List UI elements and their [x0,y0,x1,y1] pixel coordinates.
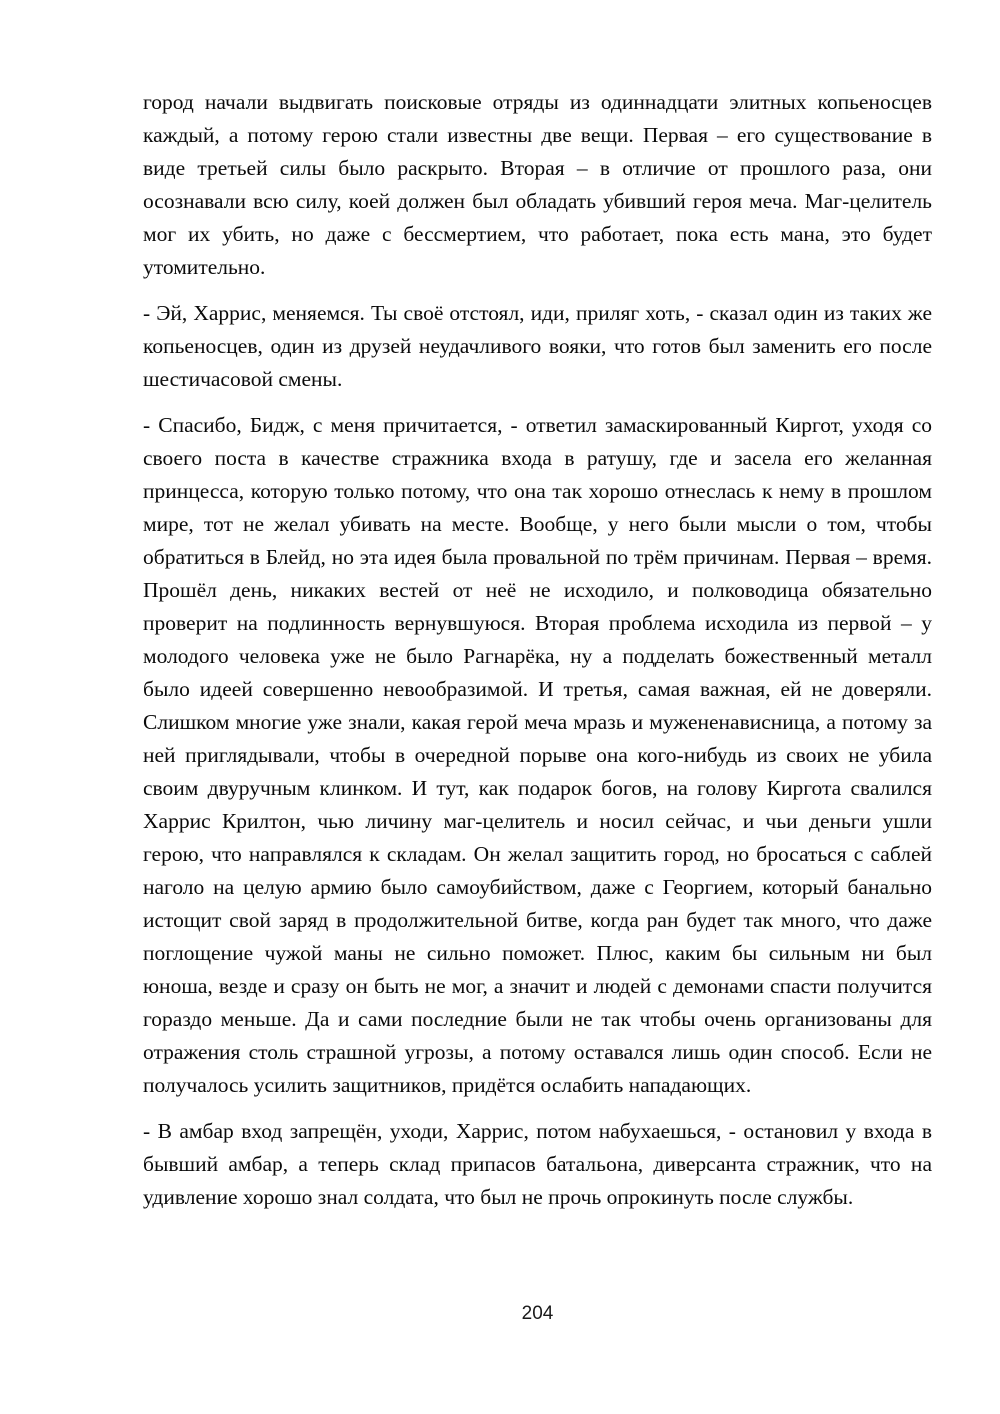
paragraph-2: - Эй, Харрис, меняемся. Ты своё отстоял, иди, приляг хоть, - сказал один из таких же копьеносцев, один из друзей неудачливого вояки, что готов был заменить его после шестичасовой смены. [143,301,932,391]
paragraph-1: город начали выдвигать поисковые отряды из одиннадцати элитных копьеносцев каждый, а потому герою стали известны две вещи. Первая – его существование в виде третьей силы было раскрыто. Вторая – в отличие от прошлого раза, они осознавали всю силу, коей должен был обладать убивший героя меча. Маг-целитель мог их убить, но даже с бессмертием, что работает, пока есть мана, это будет утомительно. [143,90,932,279]
paragraph-4: - В амбар вход запрещён, уходи, Харрис, потом набухаешься, - остановил у входа в бывший амбар, а теперь склад припасов батальона, диверсанта стражник, что на удивление хорошо знал солдата, что был не прочь опрокинуть после службы. [143,1119,932,1209]
paragraph-3: - Спасибо, Бидж, с меня причитается, - ответил замаскированный Киргот, уходя со своего поста в качестве стражника входа в ратушу, где и засела его желанная принцесса, которую только потому, что она так хорошо отнеслась к нему в прошлом мире, тот не желал убивать на месте. Вообще, у него были мысли о том, чтобы обратиться в Блейд, но эта идея была провальной по трём причинам. Первая – время. Прошёл день, никаких вестей от неё не исходило, и полководица обязательно проверит на подлинность вернувшуюся. Вторая проблема исходила из первой – у молодого человека уже не было Рагнарёка, ну а подделать божественный металл было идеей совершенно невообразимой. И третья, самая важная, ей не доверяли. Слишком многие уже знали, какая герой меча мразь и мужененависница, а потому за ней приглядывали, чтобы в очередной порыве она кого-нибудь из своих не убила своим двуручным клинком. И тут, как подарок богов, на голову Киргота свалился Харрис Крилтон, чью личину маг-целитель и носил сейчас, и чьи деньги ушли герою, что направлялся к складам. Он желал защитить город, но бросаться с саблей наголо на целую армию было самоубийством, даже с Георгием, который банально истощит свой заряд в продолжительной битве, когда ран будет так много, что даже поглощение чужой маны не сильно поможет. Плюс, каким бы сильным ни был юноша, везде и сразу он быть не мог, а значит и людей с демонами спасти получится гораздо меньше. Да и сами последние были не так чтобы очень организованы для отражения столь страшной угрозы, а потому оставался лишь один способ. Если не получалось усилить защитников, придётся ослабить нападающих. [143,413,932,1097]
text-block [143,86,932,1214]
page-number: 204 [521,1303,554,1324]
